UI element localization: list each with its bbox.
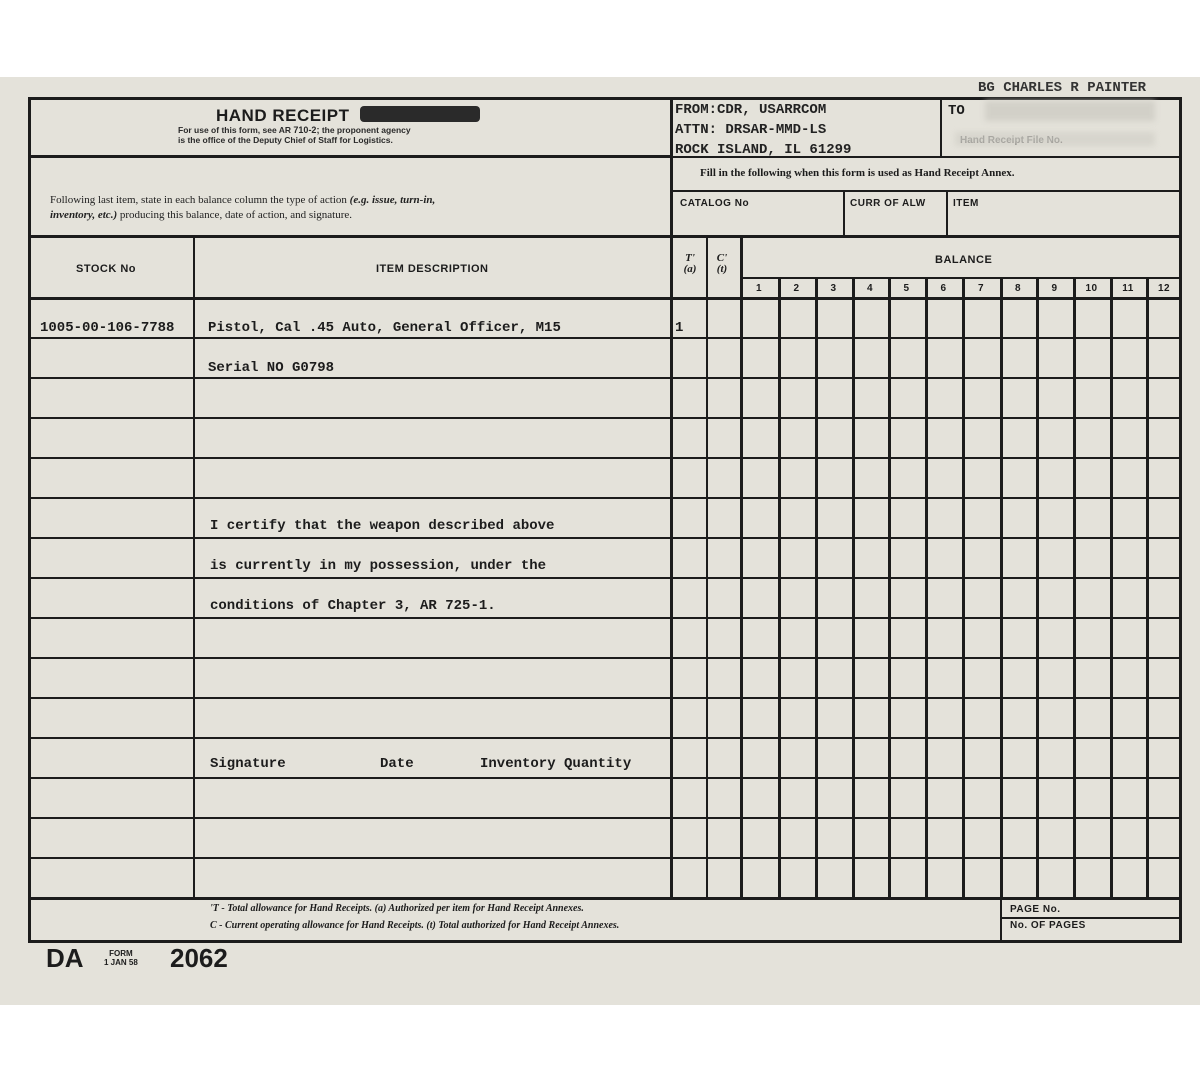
balance-number: 8	[1014, 283, 1022, 294]
balance-col-line	[1073, 277, 1076, 897]
stock-col-line	[193, 237, 195, 897]
c-header: C' (t)	[716, 252, 728, 275]
balance-number: 6	[940, 283, 947, 294]
balance-number: 4	[866, 283, 874, 294]
catalog-label: CATALOG No	[680, 198, 750, 209]
balance-number: 3	[830, 283, 837, 294]
certify-line1: I certify that the weapon described above	[210, 518, 555, 534]
balance-number: 2	[793, 283, 800, 294]
row-line	[28, 537, 1182, 539]
t-header: T' (a)	[683, 252, 697, 275]
annex-note: Fill in the following when this form is used as Hand Receipt Annex.	[700, 167, 1015, 179]
balance-col-line	[962, 277, 965, 897]
row-line	[28, 617, 1182, 619]
address-line: ROCK ISLAND, IL 61299	[675, 142, 852, 158]
form-date-block: FORM 1 JAN 58	[104, 949, 138, 967]
row-line	[28, 857, 1182, 859]
curr-alw-label: CURR OF ALW	[850, 198, 926, 209]
stock-no-header: STOCK No	[76, 263, 137, 275]
instructions: Following last item, state in each balance column the type of action (e.g. issue, turn-in, inventory, etc.) producing this balance, date of action, and signature.	[50, 194, 436, 221]
redacted-name	[985, 101, 1155, 121]
balance-col-line	[1000, 277, 1003, 897]
quantity-value: 1	[675, 320, 684, 336]
row-line	[28, 457, 1182, 459]
balance-number: 12	[1157, 283, 1171, 294]
c-footnote: C - Current operating allowance for Hand Receipts. (t) Total authorized for Hand Receipt Annexes.	[210, 920, 620, 931]
balance-number: 10	[1085, 283, 1098, 294]
da-label: DA	[46, 943, 84, 973]
balance-col-line	[888, 277, 891, 897]
balance-header: BALANCE	[935, 254, 993, 266]
balance-col-line	[925, 277, 928, 897]
header-row-line	[28, 297, 1182, 300]
row-line	[28, 577, 1182, 579]
form-number: 2062	[170, 943, 228, 973]
balance-number: 1	[755, 283, 763, 294]
row-line	[28, 777, 1182, 779]
item-description-line1: Pistol, Cal .45 Auto, General Officer, M15	[208, 320, 561, 336]
t-col-line	[706, 237, 708, 897]
balance-col-line	[852, 277, 855, 897]
balance-col-line	[1146, 277, 1149, 897]
balance-col-line	[1036, 277, 1039, 897]
redacted-file-no	[955, 132, 1155, 146]
from-block	[675, 100, 851, 160]
redaction-mark	[360, 106, 480, 122]
form-title-text: HAND RECEIPT	[216, 106, 350, 125]
row-line	[28, 697, 1182, 699]
balance-number: 7	[977, 283, 985, 294]
from-line: FROM:CDR, USARRCOM	[675, 102, 827, 118]
date-label: Date	[380, 756, 414, 772]
row-line	[28, 377, 1182, 379]
inventory-quantity-label: Inventory Quantity	[480, 756, 632, 772]
balance-number: 5	[903, 283, 910, 294]
to-label: TO	[948, 103, 965, 119]
form-id	[46, 943, 84, 974]
header-note: BG CHARLES R PAINTER	[978, 80, 1147, 96]
balance-subheader-line	[740, 277, 1182, 279]
attn-line: ATTN: DRSAR-MMD-LS	[675, 122, 827, 138]
form-title	[216, 106, 350, 126]
balance-number: 9	[1051, 283, 1058, 294]
item-description-line2: Serial NO G0798	[208, 360, 335, 376]
item-label: ITEM	[953, 198, 979, 209]
row-line	[28, 417, 1182, 419]
page-no-label: PAGE No.	[1010, 904, 1061, 915]
balance-col-line	[1110, 277, 1113, 897]
row-line	[28, 337, 1182, 339]
t-footnote: 'T - Total allowance for Hand Receipts. (a) Authorized per item for Hand Receipt Annexes.	[210, 903, 584, 914]
balance-number: 11	[1122, 283, 1134, 294]
form-paper	[0, 77, 1200, 1005]
balance-col-line	[778, 277, 781, 897]
signature-label: Signature	[210, 756, 286, 772]
use-note: For use of this form, see AR 710-2; the proponent agency is the office of the Deputy Chief of Staff for Logistics.	[178, 125, 411, 145]
stock-number: 1005-00-106-7788	[40, 320, 175, 336]
row-line	[28, 497, 1182, 499]
row-line	[28, 737, 1182, 739]
certify-line2: is currently in my possession, under the	[210, 558, 547, 574]
c-col-line	[740, 237, 743, 897]
no-of-pages-label: No. OF PAGES	[1010, 920, 1086, 931]
row-line	[28, 657, 1182, 659]
certify-line3: conditions of Chapter 3, AR 725-1.	[210, 598, 496, 614]
balance-col-line	[815, 277, 818, 897]
row-line	[28, 817, 1182, 819]
item-description-header: ITEM DESCRIPTION	[376, 263, 489, 275]
